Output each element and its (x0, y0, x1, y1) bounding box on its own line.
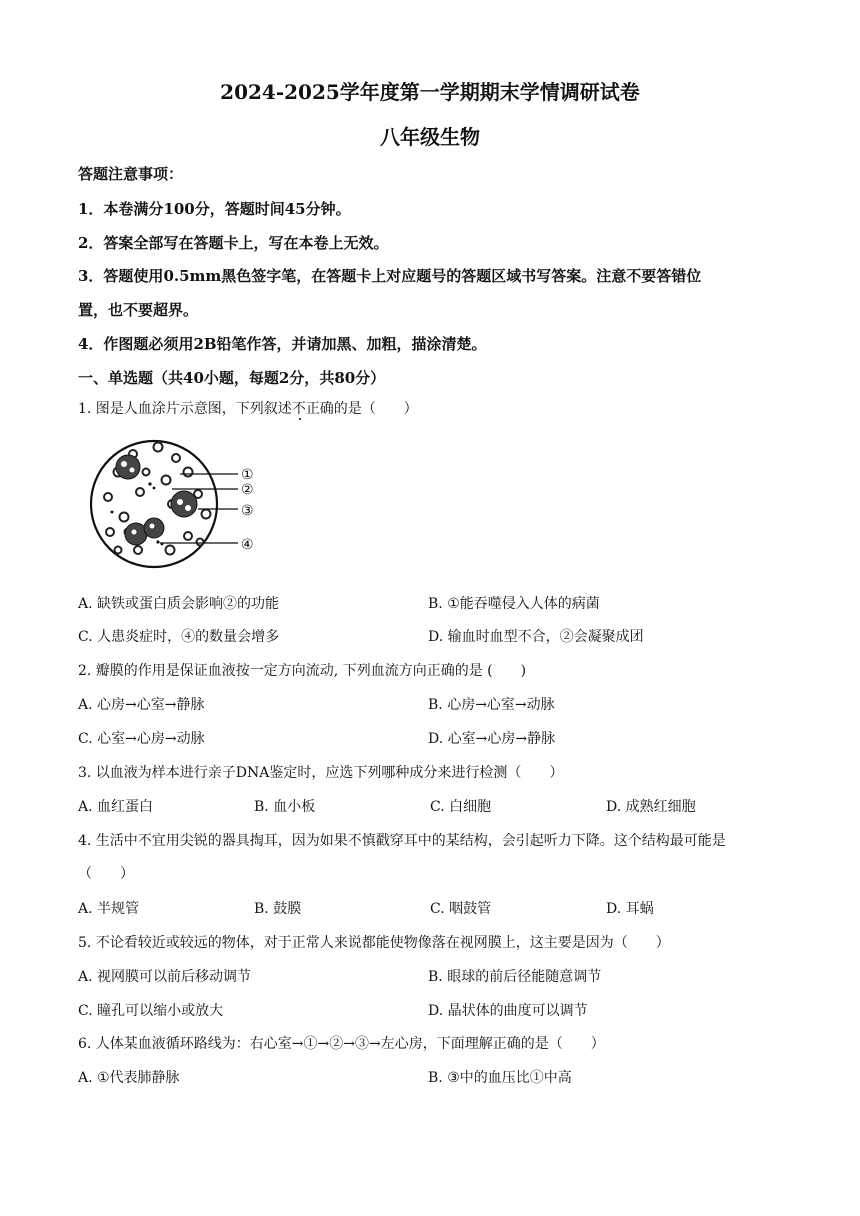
note-item-2: 2．答案全部写在答题卡上，写在本卷上无效。 (78, 234, 389, 252)
exam-subtitle: 八年级生物 (380, 125, 480, 149)
figure-label-4: ④ (241, 537, 254, 553)
section-heading: 一、单选题（共40小题，每题2分，共80分） (78, 369, 386, 387)
question-4-stem-cont: （ ） (78, 866, 134, 882)
q6-option-a[interactable]: A. ①代表肺静脉 (78, 1070, 180, 1086)
q2-option-b[interactable]: B. 心房→心室→动脉 (428, 697, 555, 713)
emphasis-dot-char: 不 (291, 401, 306, 417)
q1-option-b[interactable]: B. ①能吞噬侵入人体的病菌 (428, 596, 600, 612)
question-6-stem: 6. 人体某血液循环路线为：右心室→①→②→③→左心房，下面理解正确的是（ ） (78, 1036, 605, 1052)
note-item-3-cont: 置，也不要超界。 (78, 301, 199, 319)
q4-option-a[interactable]: A. 半规管 (78, 901, 140, 917)
figure-label-1: ① (241, 467, 254, 483)
exam-title: 2024-2025学年度第一学期期末学情调研试卷 (220, 80, 640, 104)
q4-option-d[interactable]: D. 耳蜗 (606, 901, 654, 917)
q5-option-c[interactable]: C. 瞳孔可以缩小或放大 (78, 1003, 224, 1019)
q3-option-a[interactable]: A. 血红蛋白 (78, 799, 154, 815)
blood-smear-figure (88, 432, 278, 574)
question-1-stem (78, 398, 418, 418)
q5-option-d[interactable]: D. 晶状体的曲度可以调节 (428, 1003, 588, 1019)
q2-option-a[interactable]: A. 心房→心室→静脉 (78, 697, 205, 713)
q2-option-d[interactable]: D. 心室→心房→静脉 (428, 731, 556, 747)
q3-option-c[interactable]: C. 白细胞 (430, 799, 492, 815)
note-item-3: 3．答题使用0.5mm黑色签字笔，在答题卡上对应题号的答题区域书写答案。注意不要答错位 (78, 267, 702, 285)
note-item-4: 4．作图题必须用2B铅笔作答，并请加黑、加粗，描涂清楚。 (78, 335, 487, 353)
question-3-stem: 3. 以血液为样本进行亲子DNA鉴定时，应选下列哪种成分来进行检测（ ） (78, 765, 564, 781)
q3-option-b[interactable]: B. 血小板 (254, 799, 316, 815)
figure-label-3: ③ (241, 503, 254, 519)
q1-option-c[interactable]: C. 人患炎症时，④的数量会增多 (78, 629, 280, 645)
question-1-stem-part: 正确的是（ ） (305, 401, 418, 417)
q1-option-a[interactable]: A. 缺铁或蛋白质会影响②的功能 (78, 596, 280, 612)
question-5-stem: 5. 不论看较近或较远的物体，对于正常人来说都能使物像落在视网膜上，这主要是因为（ ） (78, 935, 670, 951)
q5-option-b[interactable]: B. 眼球的前后径能随意调节 (428, 969, 602, 985)
q2-option-c[interactable]: C. 心室→心房→动脉 (78, 731, 205, 747)
question-4-stem: 4. 生活中不宜用尖锐的器具掏耳，因为如果不慎戳穿耳中的某结构，会引起听力下降。这个结构最可能是 (78, 833, 726, 849)
note-item-1: 1．本卷满分100分，答题时间45分钟。 (78, 200, 351, 218)
q5-option-a[interactable]: A. 视网膜可以前后移动调节 (78, 969, 252, 985)
q4-option-b[interactable]: B. 鼓膜 (254, 901, 302, 917)
notes-heading: 答题注意事项： (78, 165, 184, 183)
q1-option-d[interactable]: D. 输血时血型不合，②会凝聚成团 (428, 629, 644, 645)
question-2-stem: 2. 瓣膜的作用是保证血液按一定方向流动, 下列血流方向正确的是 ( ) (78, 663, 527, 679)
q6-option-b[interactable]: B. ③中的血压比①中高 (428, 1070, 572, 1086)
question-1-stem-part: 1. 图是人血涂片示意图，下列叙述 (78, 401, 292, 417)
q4-option-c[interactable]: C. 咽鼓管 (430, 901, 492, 917)
q3-option-d[interactable]: D. 成熟红细胞 (606, 799, 696, 815)
figure-label-2: ② (241, 482, 254, 498)
